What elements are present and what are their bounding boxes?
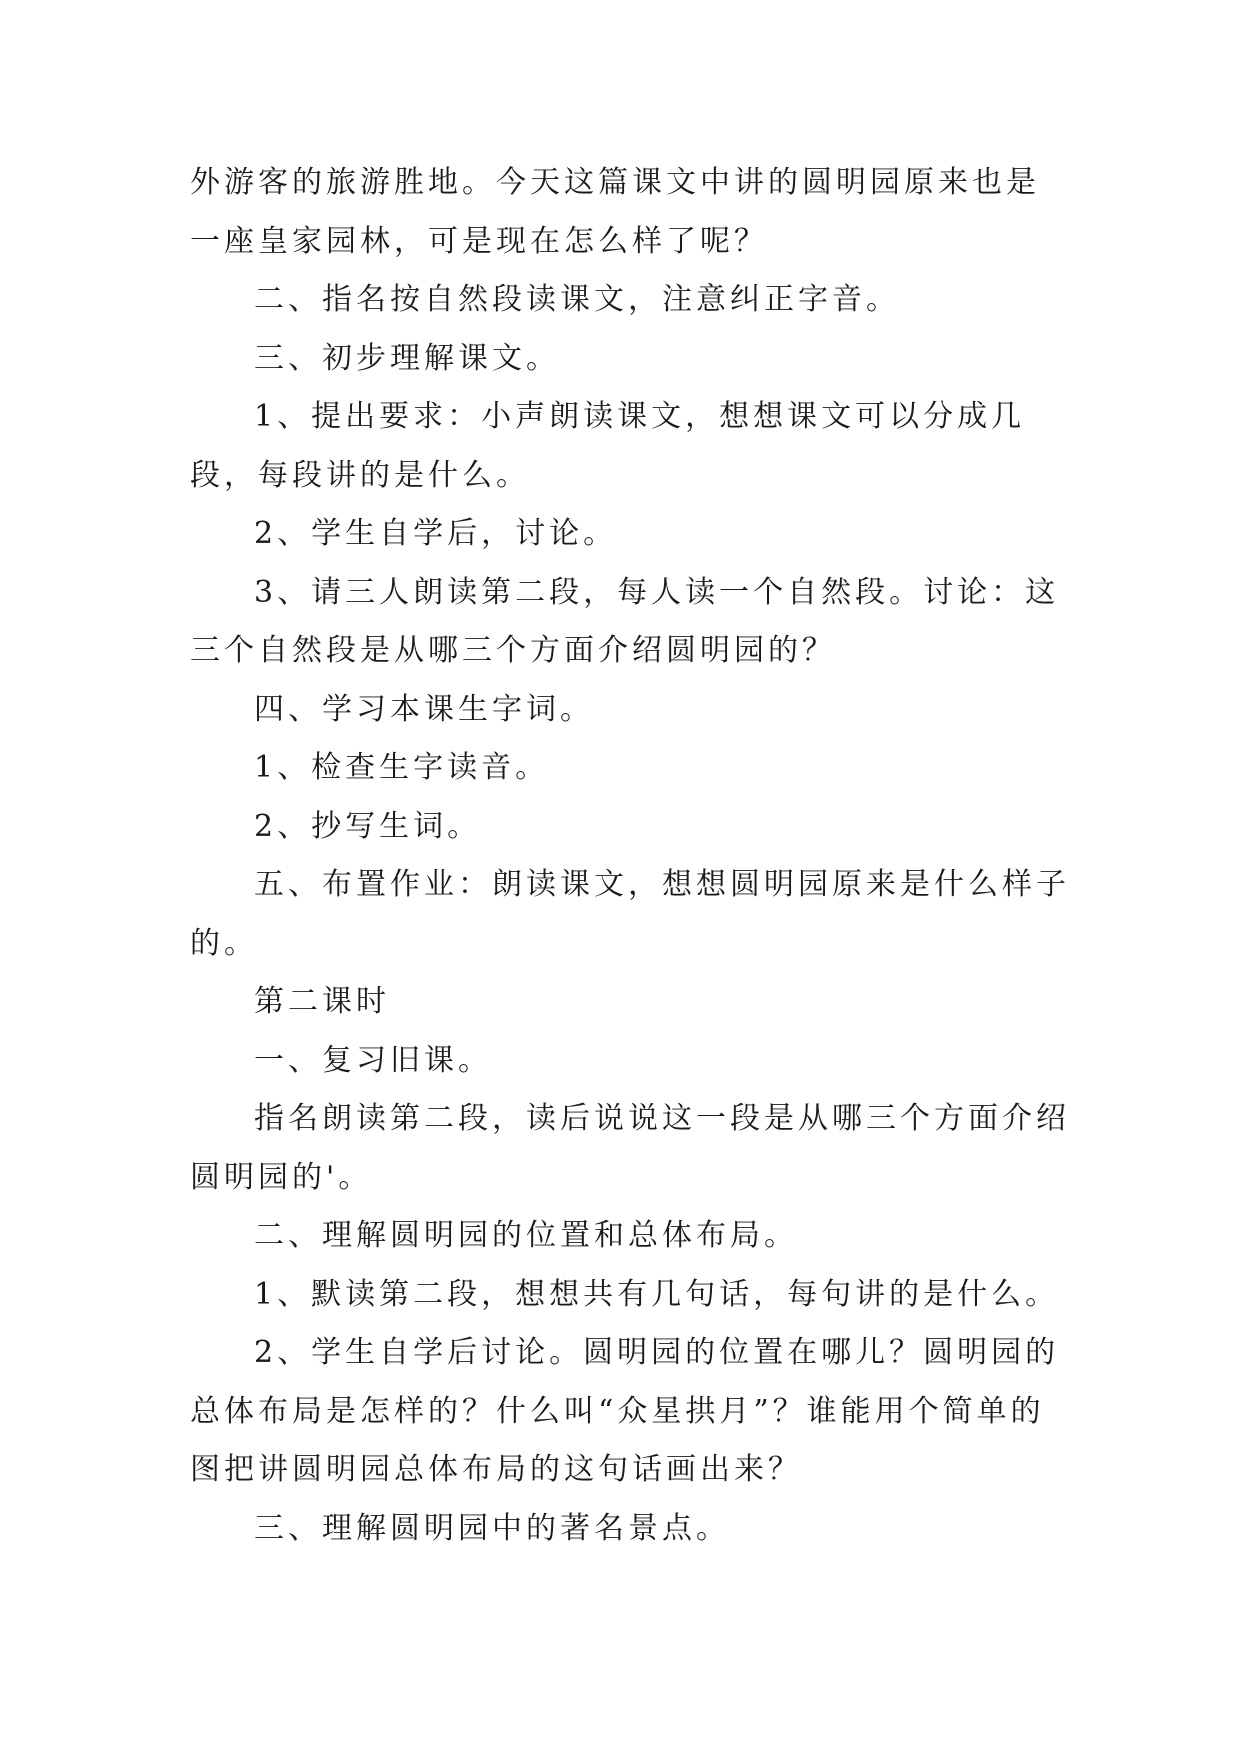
- paragraph-1: 外游客的旅游胜地。今天这篇课文中讲的圆明园原来也是一座皇家园林，可是现在怎么样了呢？: [190, 165, 1040, 259]
- section-heading-second-lesson: 第二课时: [254, 984, 390, 1019]
- paragraph-2: 二、指名按自然段读课文，注意纠正字音。: [254, 282, 900, 317]
- paragraph-8: 1、检查生字读音。: [254, 750, 550, 785]
- paragraph-15: 1、默读第二段，想想共有几句话，每句讲的是什么。: [254, 1276, 1060, 1312]
- document-body: [190, 154, 1070, 1558]
- paragraph-3: 三、初步理解课文。: [254, 340, 560, 376]
- paragraph-9: 2、抄写生词。: [254, 808, 482, 844]
- paragraph-4: 1、提出要求：小声朗读课文，想想课文可以分成几段，每段讲的是什么。: [190, 399, 1026, 493]
- paragraph-5: 2、学生自学后，讨论。: [254, 516, 618, 551]
- paragraph-7: 四、学习本课生字词。: [254, 691, 594, 727]
- paragraph-12: 一、复习旧课。: [254, 1042, 492, 1078]
- paragraph-17: 三、理解圆明园中的著名景点。: [254, 1510, 730, 1546]
- paragraph-13: 指名朗读第二段，读后说说这一段是从哪三个方面介绍圆明园的'。: [190, 1101, 1070, 1195]
- paragraph-14: 二、理解圆明园的位置和总体布局。: [254, 1218, 798, 1253]
- paragraph-10: 五、布置作业：朗读课文，想想圆明园原来是什么样子的。: [190, 867, 1070, 961]
- paragraph-16: 2、学生自学后讨论。圆明园的位置在哪儿？圆明园的总体布局是怎样的？什么叫“众星拱月”？谁能用个简单的图把讲圆明园总体布局的这句话画出来？: [190, 1335, 1060, 1487]
- paragraph-6: 3、请三人朗读第二段，每人读一个自然段。讨论：这三个自然段是从哪三个方面介绍圆明园的？: [190, 574, 1060, 668]
